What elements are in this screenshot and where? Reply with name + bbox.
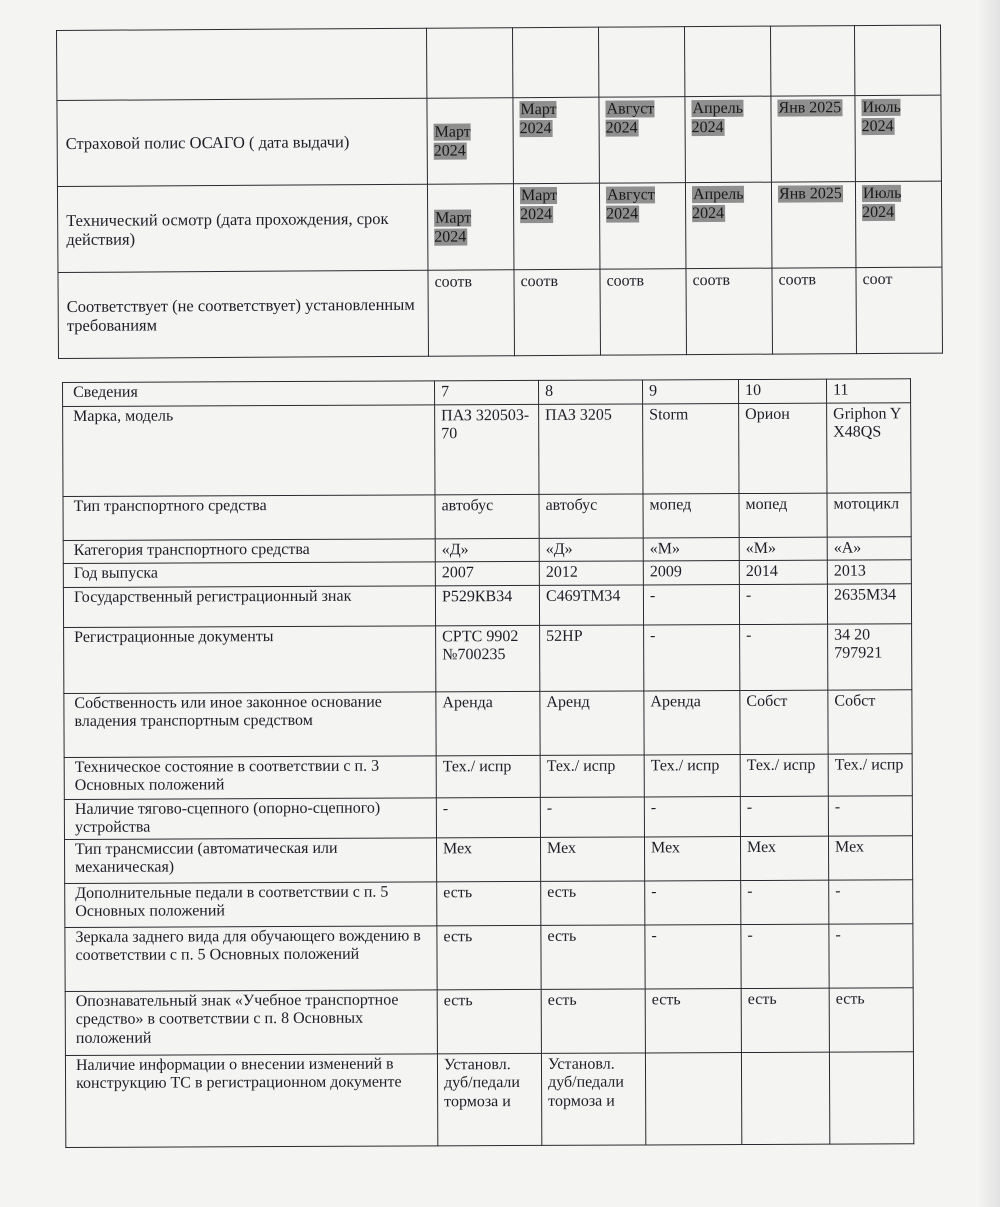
row-label: Собственность или иное законное основание владения транспортным средством [64,691,436,757]
cell: есть [541,924,645,988]
vehicles-table [62,378,914,1147]
osago-date: Март 2024 [433,122,471,160]
compliance-label: Соответствует (не соответствует) установленным требованиям [58,270,429,358]
cell: 52НР [540,624,644,690]
cell: мотоцикл [827,492,911,536]
cell: «М» [739,537,827,561]
cell [854,25,940,96]
row-label: Государственный регистрационный знак [63,585,435,627]
inspection-date: Март 2024 [434,208,472,246]
cell: - [739,584,827,624]
row-label: Наличие информации о внесении изменений в конструкцию ТС в регистрационном документе [65,1053,437,1147]
table-row [57,95,942,186]
cell: Установл. дуб/педали тормоза и [541,1052,645,1144]
cell: Аренда [644,690,740,754]
cell: есть [645,988,741,1052]
cell [829,1051,913,1143]
cell: мопед [739,493,827,537]
osago-date: Апрель 2024 [691,99,744,137]
cell: Аренд [540,690,644,754]
cell [598,27,684,98]
table-row [63,583,911,627]
inspection-date: Янв 2025 [778,185,842,203]
cell: «А» [827,536,911,560]
cell: Собст [740,690,828,754]
inspection-date: Март 2024 [520,186,558,224]
table-row [64,753,912,799]
cell: есть [437,989,541,1053]
table-row [64,835,912,883]
cell: мопед [643,493,739,537]
osago-date: Март 2024 [519,100,557,138]
cell [741,1052,829,1144]
cell: «Д» [539,537,643,561]
cell: - [436,797,540,837]
cell: 2007 [435,561,539,585]
table-row [65,1051,913,1147]
row-label: Зеркала заднего вида для обучающего вождению в соответствии с п. 5 Основных положений [65,925,437,991]
cell: 2012 [539,561,643,585]
compliance-value: соотв [514,269,601,356]
cell: ПАЗ 320503-70 [435,404,539,494]
row-label: Тип трансмиссии (автоматическая или механическая) [64,837,436,883]
cell: Storm [643,403,739,493]
table-row [58,267,943,358]
cell: - [741,880,829,924]
row-label: Дополнительные педали в соответствии с п. 5 Основных положений [65,881,437,927]
cell: - [540,796,644,836]
osago-label: Страховой полис ОСАГО ( дата выдачи) [57,98,428,186]
insurance-inspection-table [56,25,943,359]
row-label [57,28,427,100]
osago-date: Янв 2025 [778,99,842,117]
compliance-value: соотв [428,270,515,357]
compliance-value: соотв [772,268,857,355]
cell [770,26,854,97]
cell: - [644,796,740,836]
cell: есть [437,925,541,989]
inspection-label: Технический осмотр (дата прохождения, срок действия) [57,184,428,272]
cell: 34 20 797921 [828,623,912,689]
row-label: Опознавательный знак «Учебное транспортное средство» в соответствии с п. 8 Основных положений [65,989,437,1055]
cell: - [741,924,829,988]
cell [512,27,598,98]
cell: 2635М34 [827,583,911,623]
compliance-value: соот [856,267,943,354]
cell: - [643,584,739,624]
cell: - [829,923,913,987]
cell [426,28,512,99]
table-row [65,879,913,927]
inspection-date: Июль 2024 [862,184,902,222]
cell: - [740,796,828,836]
cell: ПАЗ 3205 [539,403,643,493]
table-row [65,923,913,991]
cell: Орион [739,403,827,493]
cell: С469ТМ34 [539,584,643,624]
cell: есть [829,987,913,1051]
cell: есть [541,880,645,924]
cell: - [829,879,913,923]
table-row [64,689,912,757]
osago-date: Июль 2024 [861,98,901,136]
column-number: 8 [538,380,642,404]
cell: Тех./ испр [540,754,644,796]
cell: «Д» [435,538,539,562]
cell: Тех./ испр [828,753,912,795]
compliance-value: соотв [686,268,773,355]
cell: Griphon YX48QS [827,402,911,492]
table-row [65,987,913,1055]
cell: - [645,924,741,988]
cell: - [740,624,828,690]
cell: есть [741,988,829,1052]
cell: Мех [740,836,828,880]
cell: Аренда [436,691,540,755]
row-label: Техническое состояние в соответствии с п. 3 Основных положений [64,755,436,799]
header-label: Сведения [63,381,435,406]
row-label: Тип транспортного средства [63,494,435,540]
cell: Р529КВ34 [435,585,539,625]
cell: Мех [540,836,644,880]
cell: 2013 [827,560,911,584]
cell: 2014 [739,560,827,584]
inspection-date: Август 2024 [606,186,655,223]
cell: автобус [539,493,643,537]
cell: Тех./ испр [740,754,828,796]
table-row [64,795,912,839]
cell: 2009 [643,561,739,585]
cell: Тех./ испр [644,754,740,796]
cell: автобус [435,494,539,538]
cell [645,1052,741,1144]
column-number: 10 [738,379,826,403]
column-number: 9 [642,380,738,404]
cell: есть [541,988,645,1052]
page-edge-shadow [978,0,1000,1207]
row-label: Регистрационные документы [64,625,436,693]
osago-date: Август 2024 [605,100,655,137]
compliance-value: соотв [600,269,687,356]
table-row [57,25,941,100]
cell: Собст [828,689,912,753]
cell: Мех [644,836,740,880]
row-label: Категория транспортного средства [63,538,435,563]
table-row [57,181,942,272]
cell: Тех./ испр [436,755,540,797]
cell: - [828,795,912,835]
cell: Установл. дуб/педали тормоза и [437,1053,541,1145]
inspection-date: Апрель 2024 [692,185,744,223]
row-label: Марка, модель [63,404,435,496]
column-number: 7 [434,380,538,404]
table-row [63,492,911,540]
cell [684,26,770,97]
cell: - [644,624,740,690]
table-row [63,402,911,496]
cell: Мех [828,835,912,879]
cell: «М» [643,537,739,561]
column-number: 11 [826,379,910,403]
cell: СРТС 9902 №700235 [436,625,540,691]
row-label: Год выпуска [63,562,435,587]
table-row [64,623,912,693]
cell: - [645,880,741,924]
row-label: Наличие тягово-сцепного (опорно-сцепного) устройства [64,797,436,839]
cell: есть [437,881,541,925]
cell: Мех [436,837,540,881]
